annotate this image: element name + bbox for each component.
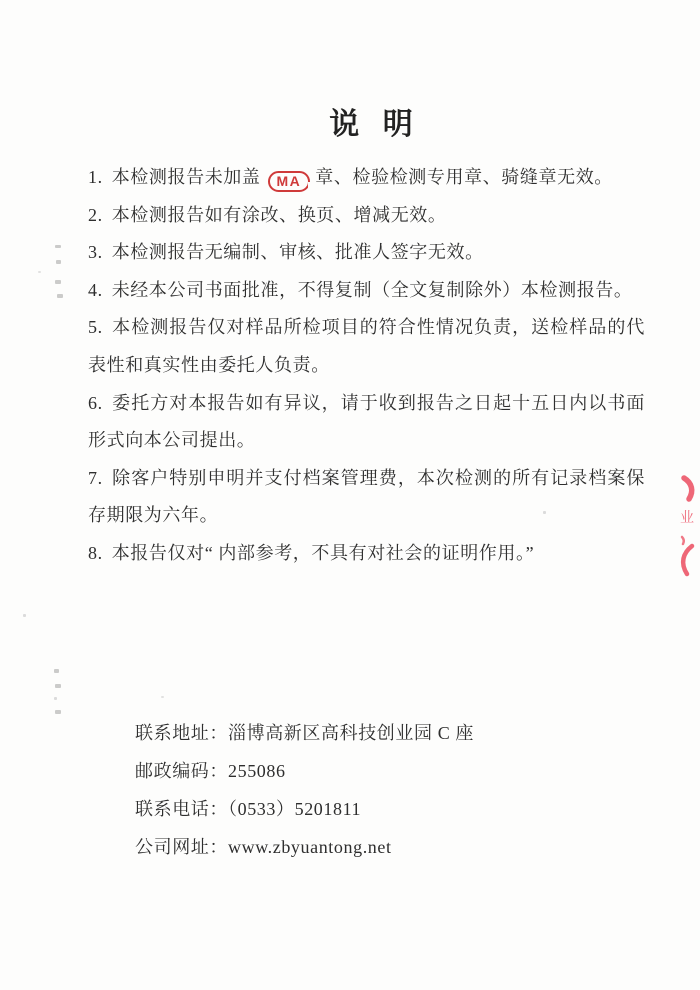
note-item-number: 6. (88, 392, 103, 413)
note-item-6 (88, 385, 645, 460)
note-item-number: 3. (88, 242, 103, 263)
scan-speck (55, 245, 61, 248)
note-item-3 (88, 234, 645, 272)
note-item-text: 除客户特别申明并支付档案管理费，本次检测的所有记录档案保存期限为六年。 (88, 467, 645, 526)
contact-postal-value: 255086 (228, 761, 286, 781)
note-item-text: 委托方对本报告如有异议，请于收到报告之日起十五日内以书面形式向本公司提出。 (88, 392, 645, 451)
contact-address-label: 联系地址： (135, 723, 228, 743)
contact-phone-label: 联系电话： (135, 799, 228, 819)
note-item-7 (88, 460, 645, 535)
contact-address (135, 714, 474, 752)
scan-speck (23, 614, 26, 617)
note-item-2 (88, 197, 645, 235)
scan-speck (56, 260, 61, 264)
contact-phone-value: （0533）5201811 (228, 799, 362, 819)
note-item-text: 本检测报告如有涂改、换页、增减无效。 (111, 204, 447, 225)
note-item-text: 本检测报告无编制、审核、批准人签字无效。 (111, 242, 484, 263)
note-item-text: 本报告仅对“ 内部参考，不具有对社会的证明作用。” (111, 542, 535, 563)
scan-speck (55, 710, 61, 714)
note-item-number: 7. (88, 467, 103, 488)
contact-website-label: 公司网址： (135, 837, 228, 857)
note-item-8 (88, 535, 645, 573)
note-item-text: 未经本公司书面批准，不得复制（全文复制除外）本检测报告。 (111, 279, 633, 300)
red-stamp-fragment (669, 466, 700, 581)
note-item-5 (88, 309, 645, 384)
note-item-number: 8. (88, 542, 103, 563)
note-item-text: 本检测报告未加盖 (111, 167, 261, 187)
scan-speck (57, 294, 63, 298)
contact-address-value: 淄博高新区高科技创业园 C 座 (228, 723, 475, 743)
note-item-number: 4. (88, 279, 103, 300)
scan-speck (161, 696, 164, 698)
note-item-text: 章、检验检测专用章、骑缝章无效。 (315, 167, 613, 187)
note-item-number: 5. (88, 317, 103, 338)
scan-speck (38, 271, 41, 273)
scan-speck (543, 511, 546, 514)
note-item-number: 2. (88, 204, 103, 225)
cma-mark-icon: MA (268, 171, 311, 192)
contact-phone (135, 790, 474, 828)
stamp-glyph: 业 (680, 511, 694, 526)
scan-speck (54, 697, 57, 700)
scan-speck (54, 669, 59, 673)
note-item-1 (88, 159, 645, 197)
scan-speck (55, 684, 61, 688)
note-item-text: 本检测报告仅对样品所检项目的符合性情况负责，送检样品的代表性和真实性由委托人负责。 (88, 317, 645, 375)
note-item-4 (88, 272, 645, 310)
scan-speck (55, 280, 61, 284)
note-item-number: 1. (88, 167, 103, 187)
contact-postal-code (135, 752, 474, 790)
contact-postal-label: 邮政编码： (135, 761, 228, 781)
page-title: 说 明 (329, 108, 415, 142)
contact-website (135, 828, 474, 866)
notes-list (88, 159, 645, 573)
contact-website-value: www.zbyuantong.net (228, 837, 392, 857)
contact-block (135, 714, 474, 866)
